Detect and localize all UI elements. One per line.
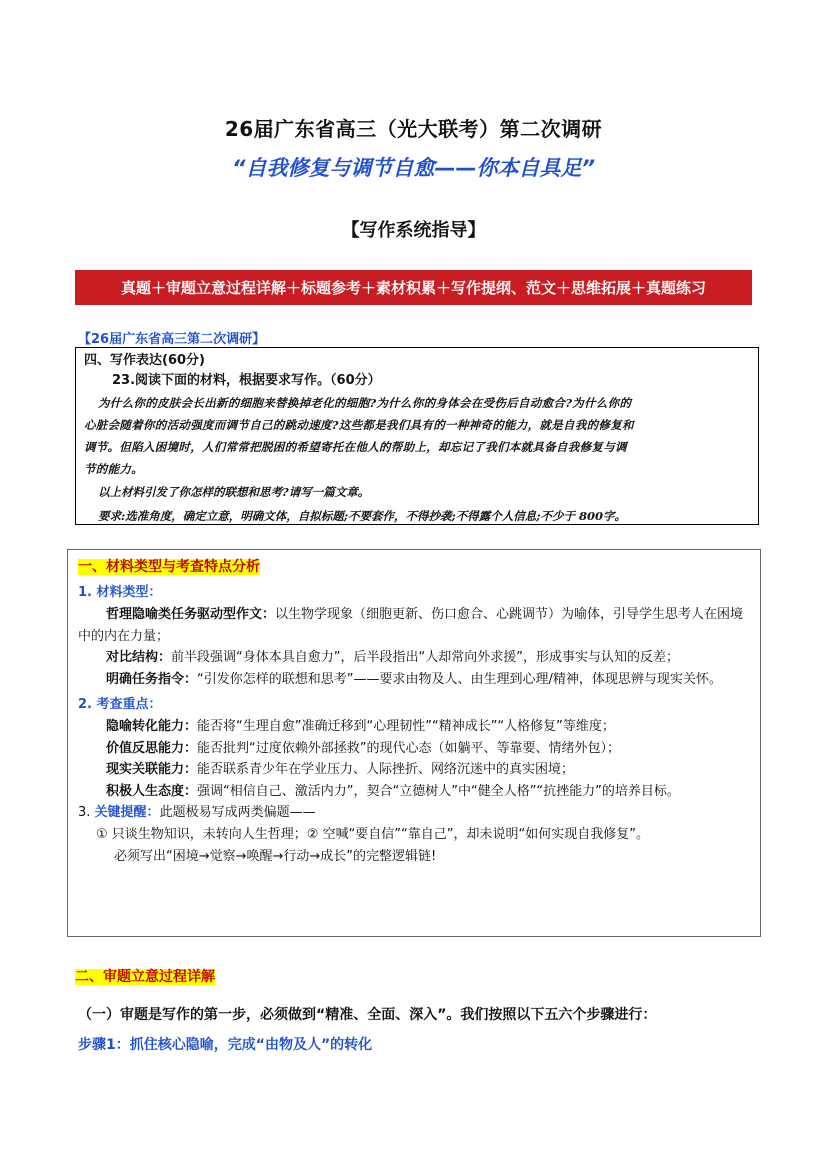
paragraph-term: 价值反思能力： bbox=[106, 740, 198, 756]
analysis-paragraph bbox=[78, 738, 750, 760]
paragraph-term: 现实关联能力： bbox=[106, 762, 198, 777]
contents-banner: 真题＋审题立意过程详解＋标题参考＋素材积累＋写作提纲、范文＋思维拓展＋真题练习 bbox=[75, 270, 752, 305]
paragraph-text: 强调“相信自己、激活内力”，契合“立德树人”中“健全人格”“抗挫能力”的培养目标。 bbox=[197, 783, 680, 799]
page-subtitle: “自我修复与调节自愈——你本自具足” bbox=[231, 156, 596, 180]
section-heading: 四、写作表达(60分) bbox=[84, 353, 205, 368]
subheading-material-type: 1. 材料类型： bbox=[78, 585, 162, 600]
reminder-text: 此题极易写成两类偏题—— bbox=[159, 805, 316, 820]
paragraph-term: 哲理隐喻类任务驱动型作文： bbox=[106, 607, 276, 622]
page-title: 26届广东省高三（光大联考）第二次调研 bbox=[224, 117, 603, 141]
step1-heading: 步骤1：抓住核心隐喻，完成“由物及人”的转化 bbox=[78, 1037, 373, 1053]
analysis-paragraph bbox=[78, 716, 750, 738]
analysis-paragraph bbox=[78, 759, 750, 781]
section2-heading bbox=[75, 966, 215, 986]
question-line: 23.阅读下面的材料，根据要求写作。（60分） bbox=[112, 373, 381, 388]
paragraph-text: 以生物学现象（细胞更新、伤口愈合、心跳调节）为喻体，引导学生思考人在困境中的内在力量； bbox=[78, 607, 744, 644]
analysis-paragraph bbox=[78, 669, 750, 691]
analysis-box bbox=[67, 549, 761, 937]
material-line: 为什么你的皮肤会长出新的细胞来替换掉老化的细胞?为什么你的身体会在受伤后自动愈合?为什么你的 bbox=[98, 396, 632, 410]
paragraph-term: 明确任务指令： bbox=[106, 671, 198, 687]
reminder-label: 关键提醒： bbox=[94, 805, 160, 820]
subheading-exam-focus: 2. 考查重点： bbox=[78, 697, 162, 712]
material-line: 节的能力。 bbox=[84, 462, 143, 476]
writing-prompt-box bbox=[75, 347, 759, 525]
paragraph-term: 对比结构： bbox=[106, 650, 172, 665]
section2-heading-text: 二、审题立意过程详解 bbox=[75, 969, 215, 985]
paragraph-text: 能否批判“过度依赖外部拯救”的现代心态（如躺平、等靠要、情绪外包）； bbox=[197, 740, 620, 756]
exam-label: 【26届广东省高三第二次调研】 bbox=[78, 332, 266, 347]
paragraph-text: 前半段强调“身体本具自愈力”，后半段指出“人却常向外求援”，形成事实与认知的反差； bbox=[171, 650, 679, 665]
material-line: 调节。但陷入困境时，人们常常把脱困的希望寄托在他人的帮助上，却忘记了我们本就具备自我修复与调 bbox=[84, 440, 627, 454]
warning-line: ① 只谈生物知识，未转向人生哲理；② 空喊“要自信”“靠自己”，却未说明“如何实现自我修复”。 bbox=[96, 827, 649, 842]
material-text bbox=[84, 392, 750, 480]
section2-intro: （一）审题是写作的第一步，必须做到“精准、全面、深入”。我们按照以下五六个步骤进行： bbox=[78, 1007, 657, 1023]
analysis-paragraph bbox=[78, 647, 750, 669]
paragraph-text: 能否联系青少年在学业压力、人际挫折、网络沉迷中的真实困境； bbox=[197, 762, 575, 777]
analysis-heading: 一、材料类型与考查特点分析 bbox=[78, 559, 260, 575]
analysis-paragraph bbox=[78, 781, 750, 803]
paragraph-text: 能否将“生理自愈”准确迁移到“心理韧性”“精神成长”“人格修复”等维度； bbox=[197, 719, 615, 734]
paragraph-text: “引发你怎样的联想和思考”——要求由物及人、由生理到心理/精神，体现思辨与现实关怀。 bbox=[197, 671, 722, 687]
analysis-paragraph bbox=[78, 604, 750, 647]
paragraph-term: 积极人生态度： bbox=[106, 783, 198, 799]
material-line: 心脏会随着你的活动强度而调节自己的跳动速度?这些都是我们具有的一种神奇的能力，就是自我的修复和 bbox=[84, 418, 634, 432]
key-reminder bbox=[78, 802, 750, 824]
guide-title: 【写作系统指导】 bbox=[341, 220, 486, 241]
reminder-number: 3. bbox=[78, 805, 95, 820]
task-line: 以上材料引发了你怎样的联想和思考?请写一篇文章。 bbox=[98, 485, 370, 499]
warning-line: 必须写出“困境→觉察→唤醒→行动→成长”的完整逻辑链! bbox=[114, 849, 437, 864]
paragraph-term: 隐喻转化能力： bbox=[106, 719, 198, 734]
requirements-line: 要求:选准角度，确定立意，明确文体，自拟标题;不要套作，不得抄袭;不得露个人信息;不少于 800字。 bbox=[98, 509, 626, 523]
